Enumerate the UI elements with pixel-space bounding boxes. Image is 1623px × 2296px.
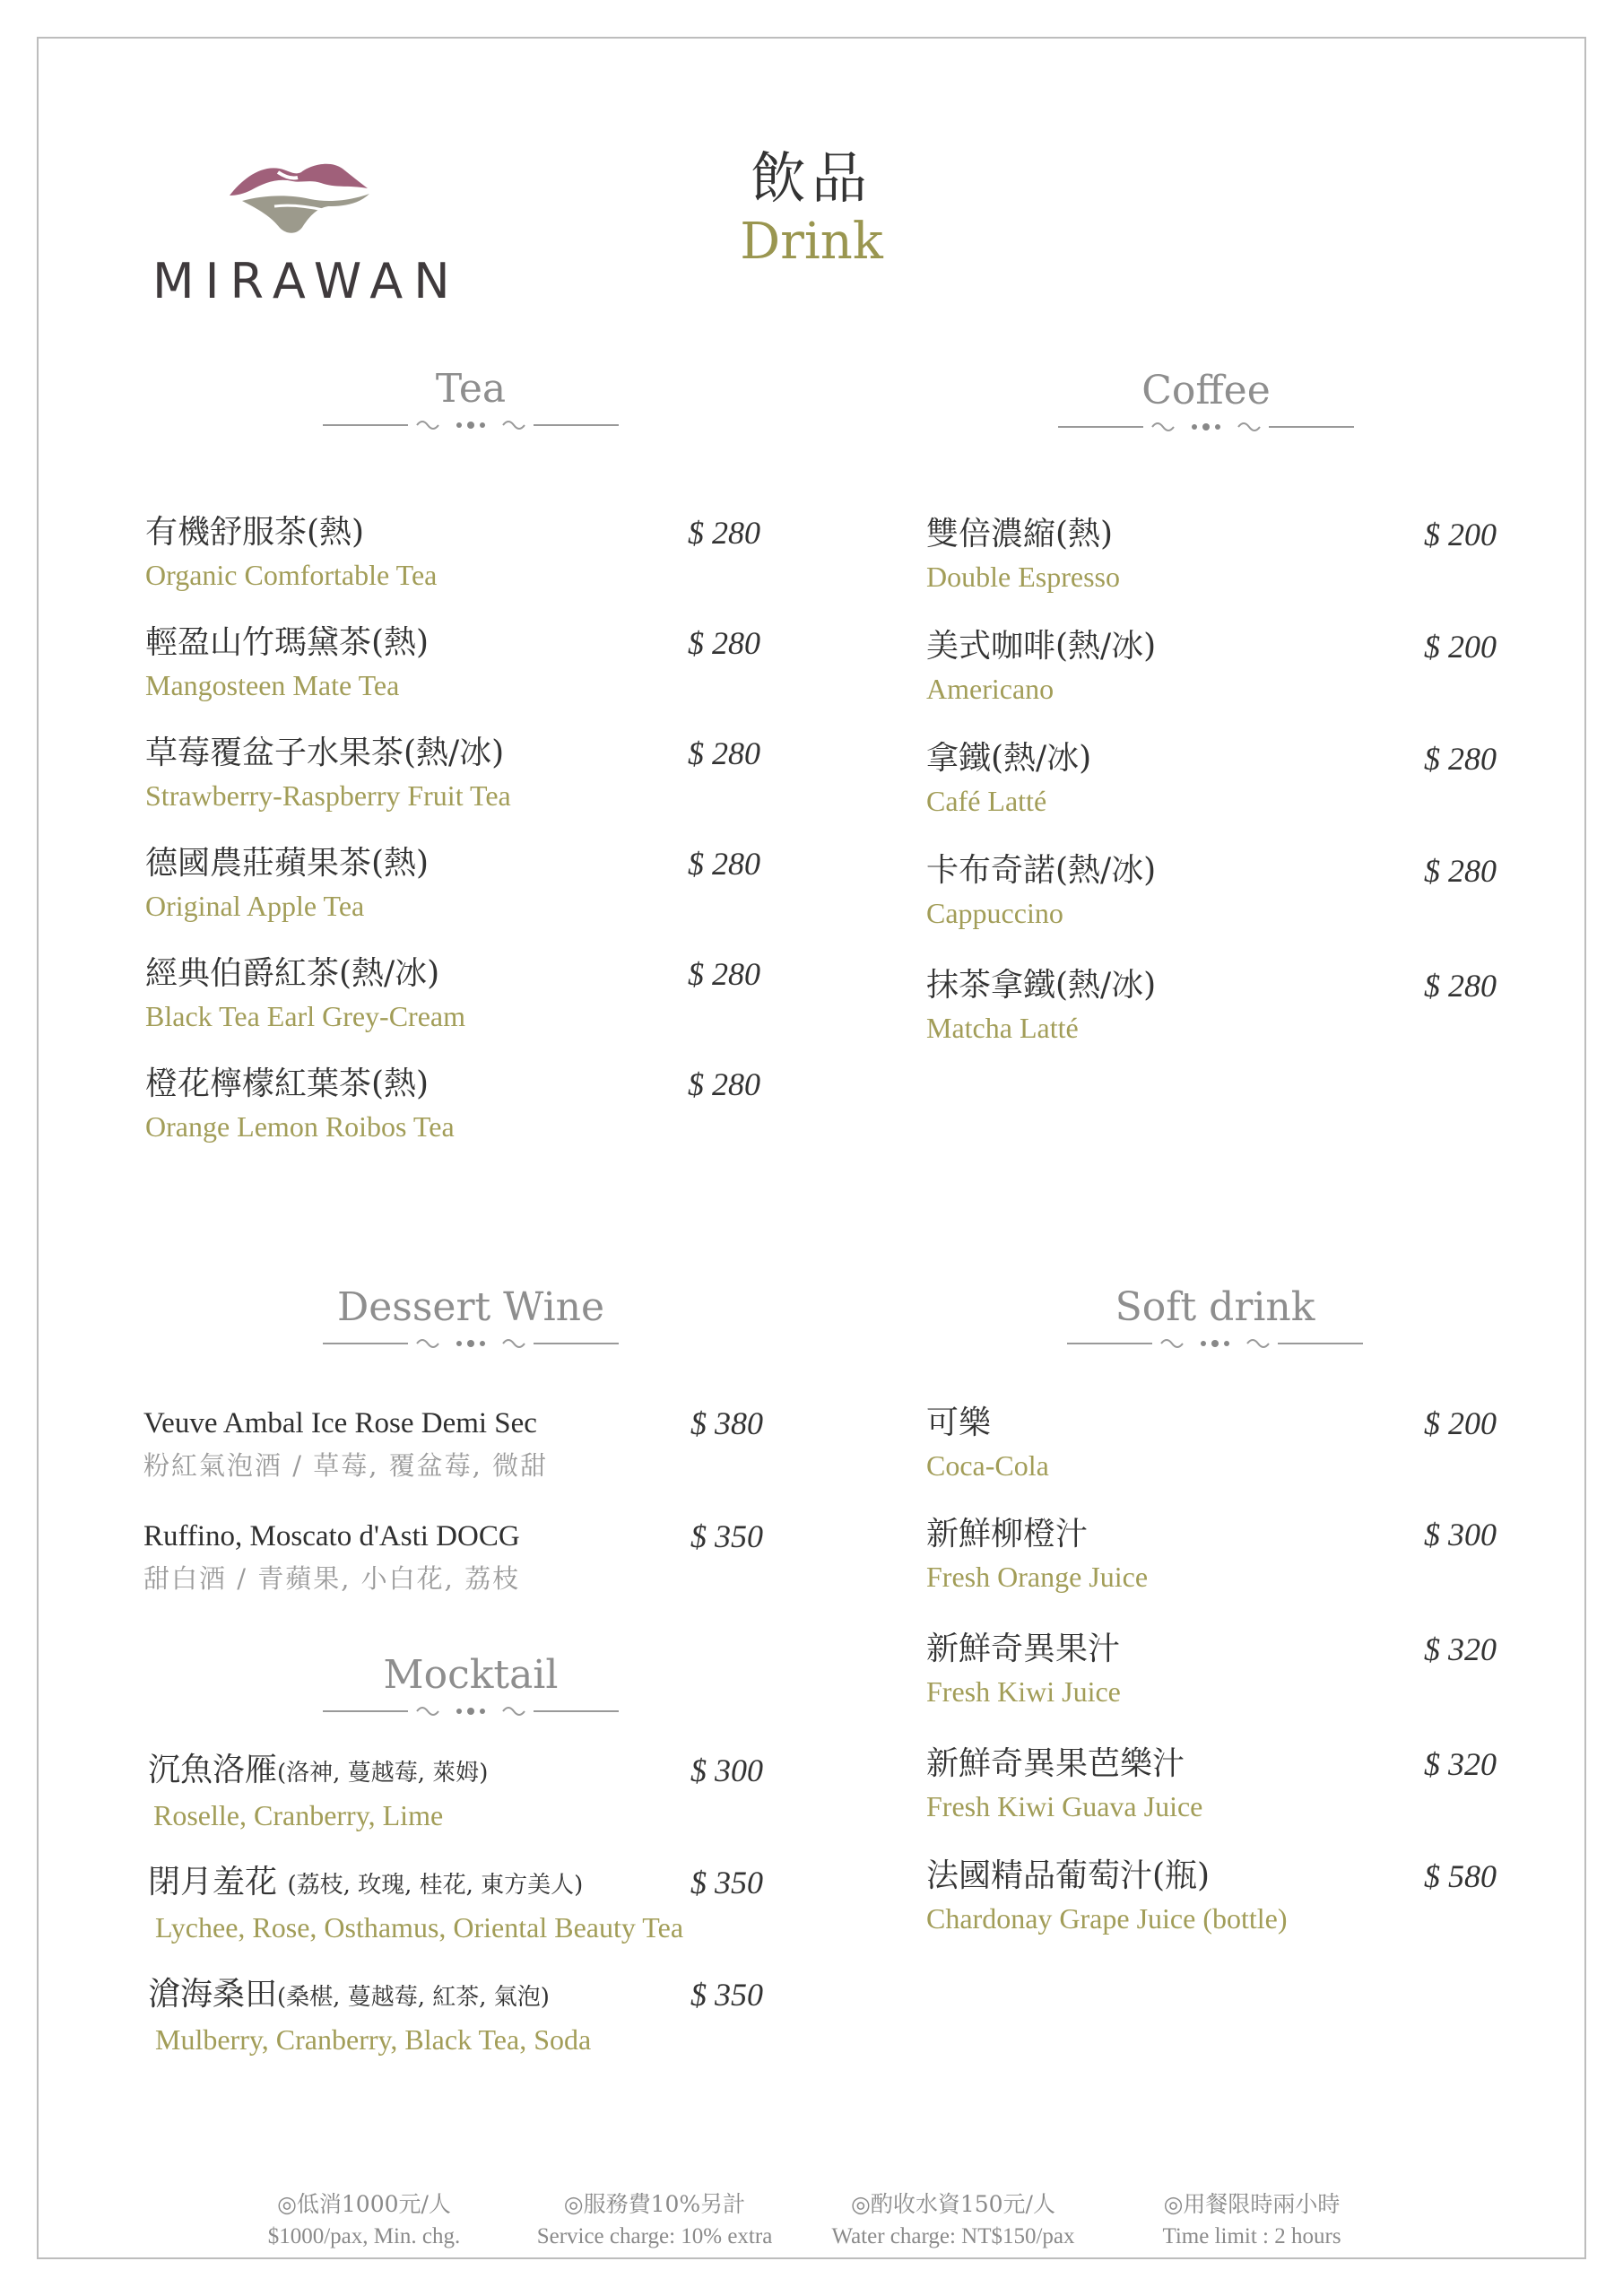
brand-logo [152,152,461,314]
menu-item [145,1063,773,1173]
mocktail-heading [318,1652,623,1720]
menu-item [148,1973,794,2085]
dessert-wine-list [143,1402,789,1628]
item-price: $ 380 [690,1405,763,1441]
item-name-en: Orange Lemon Roibos Tea [145,1110,455,1143]
item-name-zh: 抹茶拿鐵(熱/冰) [926,967,1157,1004]
item-price: $ 580 [1424,1858,1497,1894]
mocktail-list [148,1749,794,2085]
footer-note-time-limit [1099,2188,1404,2253]
menu-item [145,732,773,842]
item-name-en: Fresh Kiwi Juice [926,1675,1121,1708]
item-name-en: Black Tea Earl Grey-Cream [145,1000,465,1032]
menu-item [143,1515,789,1628]
menu-item [926,1513,1518,1628]
brand-name: MIRAWAN [152,253,461,309]
item-name-zh: 輕盈山竹瑪黛茶(熱) [145,624,430,661]
menu-item [926,1402,1518,1513]
item-price: $ 280 [1424,741,1497,777]
item-name-zh-main: 滄海桑田 [148,1976,278,2013]
item-price: $ 280 [688,846,760,882]
item-price: $ 280 [1424,968,1497,1004]
item-price: $ 350 [690,1865,763,1900]
item-name-zh-main: 閉月羞花 [148,1864,288,1900]
item-name-en: Fresh Orange Juice [926,1561,1149,1593]
item-name-zh: 新鮮奇異果汁 [926,1631,1121,1667]
item-name-zh: 美式咖啡(熱/冰) [926,628,1157,665]
item-name-en: Café Latté [926,785,1047,817]
item-name-zh: 卡布奇諾(熱/冰) [926,852,1157,889]
item-price: $ 350 [690,1977,763,2013]
footer-note-water-charge [801,2188,1106,2253]
page-title-zh: 飲品 [750,145,872,211]
tea-heading-text: Tea [435,366,507,412]
item-name-en: Roselle, Cranberry, Lime [153,1799,444,1831]
menu-item [926,625,1518,737]
footer-note-en: Time limit : 2 hours [1162,2224,1341,2248]
lips-logo-icon [224,152,386,242]
footer-note-min-charge [212,2188,516,2253]
item-name-zh: 可樂 [926,1405,992,1441]
item-price: $ 350 [690,1518,763,1554]
item-name-en: Organic Comfortable Tea [145,559,438,591]
item-name-zh-main: 沉魚洛雁 [148,1752,278,1788]
page-title [690,144,933,271]
item-name-zh: 拿鐵(熱/冰) [926,740,1092,777]
item-name-en: Ruffino, Moscato d'Asti DOCG [143,1520,520,1552]
item-price: $ 300 [1424,1517,1497,1552]
coffee-heading-text: Coffee [1141,368,1271,413]
menu-item [148,1749,794,1861]
item-name-zh: 有機舒服茶(熱) [145,514,365,551]
item-name-en: Matcha Latté [926,1012,1079,1044]
menu-item [926,737,1518,849]
coffee-heading [1054,368,1358,436]
ornament-divider-icon [323,1335,619,1352]
footer-note-en: Water charge: NT$150/pax [831,2224,1075,2248]
item-price: $ 320 [1424,1746,1497,1782]
item-price: $ 280 [688,1066,760,1102]
item-price: $ 300 [690,1752,763,1788]
footer-note-service-charge [502,2188,807,2253]
footer-note-zh: ◎服務費10%另計 [563,2191,746,2217]
soft-drink-heading [1063,1284,1367,1352]
mocktail-heading-text: Mocktail [383,1652,559,1698]
menu-item [145,952,773,1063]
menu-item [926,513,1518,625]
footer-note-zh: ◎酌收水資150元/人 [851,2191,1055,2217]
menu-item [926,849,1518,964]
item-name-en: Original Apple Tea [145,890,365,922]
item-ingredients-zh: (荔枝, 玫瑰, 桂花, 東方美人) [287,1872,584,1899]
menu-item [145,511,773,622]
item-name-en: Americano [926,673,1055,705]
menu-item [145,842,773,952]
item-price: $ 280 [688,956,760,992]
soft-drink-heading-text: Soft drink [1115,1284,1315,1330]
menu-item [143,1402,789,1515]
item-description-zh: 粉紅氣泡酒 / 草莓, 覆盆莓, 微甜 [143,1450,549,1481]
item-name-zh: 法國精品葡萄汁(瓶) [926,1857,1211,1894]
item-price: $ 280 [688,735,760,771]
item-price: $ 320 [1424,1631,1497,1667]
item-name-en: Veuve Ambal Ice Rose Demi Sec [143,1407,537,1439]
item-name-en: Chardonay Grape Juice (bottle) [926,1902,1288,1935]
item-name-zh: 草莓覆盆子水果茶(熱/冰) [145,735,505,771]
item-ingredients-zh: (洛神, 蔓越莓, 萊姆) [277,1760,489,1787]
item-price: $ 280 [1424,853,1497,889]
tea-heading [318,366,623,434]
item-name-en: Double Espresso [926,561,1120,593]
item-name-en: Lychee, Rose, Osthamus, Oriental Beauty Tea [155,1911,684,1944]
item-name-zh: 經典伯爵紅茶(熱/冰) [145,955,440,992]
item-name-en: Cappuccino [926,897,1063,929]
soft-drink-list [926,1402,1518,1967]
footer-note-zh: ◎用餐限時兩小時 [1163,2191,1341,2217]
item-name-zh: 德國農莊蘋果茶(熱) [145,845,430,882]
item-name-en: Strawberry-Raspberry Fruit Tea [145,779,511,812]
page-title-en: Drink [740,213,883,271]
item-name-en: Coca-Cola [926,1449,1049,1482]
footer-note-zh: ◎低消1000元/人 [277,2191,451,2217]
dessert-wine-heading [318,1284,623,1352]
item-name-en: Mangosteen Mate Tea [145,669,400,701]
footer-note-en: $1000/pax, Min. chg. [267,2224,461,2248]
menu-item [926,964,1518,1076]
tea-list [145,511,773,1173]
menu-item [926,1743,1518,1855]
item-name-zh: 橙花檸檬紅葉茶(熱) [145,1065,430,1102]
menu-item [926,1628,1518,1743]
item-description-zh: 甜白酒 / 青蘋果, 小白花, 荔枝 [143,1563,521,1594]
item-name-zh: 新鮮柳橙汁 [926,1516,1089,1552]
coffee-list [926,513,1518,1076]
item-price: $ 200 [1424,629,1497,665]
item-price: $ 280 [688,625,760,661]
item-price: $ 280 [688,515,760,551]
ornament-divider-icon [323,1702,619,1720]
ornament-divider-icon [1058,418,1354,436]
menu-item [148,1861,794,1973]
item-ingredients-zh: (桑椹, 蔓越莓, 紅茶, 氣泡) [277,1984,550,2011]
footer-note-en: Service charge: 10% extra [536,2224,773,2248]
item-name-en: Mulberry, Cranberry, Black Tea, Soda [155,2023,592,2056]
dessert-wine-heading-text: Dessert Wine [336,1284,605,1330]
menu-item [926,1855,1518,1967]
item-name-zh: 新鮮奇異果芭樂汁 [926,1745,1185,1782]
ornament-divider-icon [1067,1335,1363,1352]
item-name-zh: 雙倍濃縮(熱) [926,516,1114,552]
ornament-divider-icon [323,416,619,434]
item-name-en: Fresh Kiwi Guava Juice [926,1790,1203,1822]
item-price: $ 200 [1424,1405,1497,1441]
item-price: $ 200 [1424,517,1497,552]
menu-item [145,622,773,732]
